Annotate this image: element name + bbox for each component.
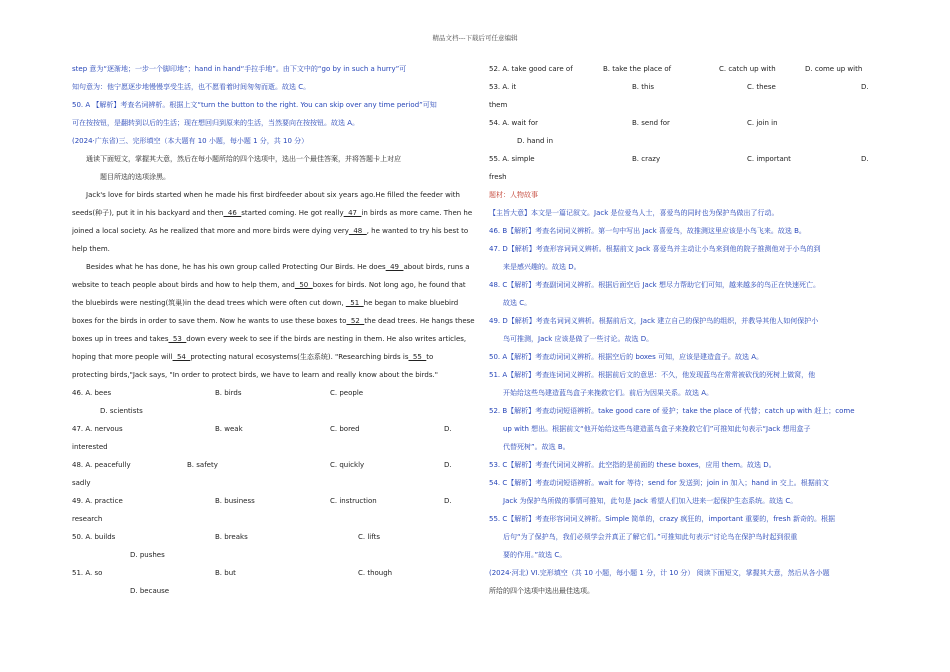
option-choice: D. pushes	[130, 551, 165, 559]
passage-text: boxes for the birds in order to save them. Now he wants to use these boxes to	[72, 317, 347, 325]
analysis-line: 53. C【解析】考查代词词义辨析。此空指的是前面的 these boxes，应用 them。故选 D。	[489, 461, 776, 469]
analysis-line: 【主旨大意】本文是一篇记叙文。Jack 是位爱鸟人士，喜爱鸟的同时也为保护鸟做出了行动。	[489, 209, 779, 217]
blank: 46	[223, 209, 242, 217]
option-row	[72, 528, 462, 546]
option-row	[72, 564, 462, 582]
option-row	[72, 456, 462, 474]
passage-line	[72, 294, 462, 312]
passage-text: seeds(种子), put it in his backyard and then	[72, 209, 224, 217]
blank: 53	[168, 335, 187, 343]
blank: 50	[294, 281, 313, 289]
passage-line	[72, 240, 462, 258]
option-row	[72, 492, 462, 510]
option-choice: B. birds	[215, 389, 242, 397]
option-choice: D.	[444, 497, 452, 505]
left-options	[72, 384, 462, 600]
blank: 52	[346, 317, 365, 325]
option-choice: C. quickly	[330, 461, 365, 469]
option-row	[489, 114, 875, 132]
left-column	[72, 60, 475, 600]
passage-text: Besides what he has done, he has his own group called Protecting Our Birds. He does	[86, 263, 386, 271]
option-choice: 52. A. take good care of	[489, 65, 573, 73]
option-choice: 51. A. so	[72, 569, 103, 577]
option-choice: D. scientists	[100, 407, 143, 415]
option-choice: D. because	[130, 587, 170, 595]
passage-line	[72, 186, 462, 204]
passage-text: protecting birds,"Jack says, "In order to protect birds, we have to learn and really know about the birds."	[72, 371, 438, 379]
passage-line	[72, 258, 470, 276]
analysis-line: up with 想出。根据前文“他开始给这些鸟建造蓝鸟盒子来挽救它们”可推知此句表示“Jack 想用盒子	[503, 425, 811, 433]
passage-text: joined a local society. As he realized that more and more birds were dying very	[72, 227, 349, 235]
analysis-line: 要的作用。”故选 C。	[503, 551, 567, 559]
passage-text: down every week to see if the birds are nesting in them. He also writes articles,	[186, 335, 467, 343]
analysis-line: 代替死树”。故选 B。	[503, 443, 570, 451]
explanation-line: 50. A 【解析】考查名词辨析。根据上文“turn the button to the right. You can skip over any time period”可知	[72, 101, 437, 109]
option-choice: C. lifts	[358, 533, 380, 541]
passage-text: the bluebirds were nesting(筑巢)in the dead trees which were often cut down,	[72, 299, 346, 307]
blank: 49	[385, 263, 404, 271]
option-choice: D. come up with	[805, 65, 863, 73]
passage-text: , he wanted to try his best to	[366, 227, 469, 235]
option-choice: D.	[444, 461, 452, 469]
page-header: 精品文档---下载后可任意编辑	[432, 34, 518, 42]
passage-text: to	[426, 353, 434, 361]
passage-line	[72, 330, 467, 348]
option-choice: C. though	[358, 569, 393, 577]
option-choice: B. weak	[215, 425, 243, 433]
section-title: (2024·广东省)三、完形填空（本大题有 10 小题，每小题 1 分，共 10 分）	[72, 137, 309, 145]
analysis-line: 故选 C。	[503, 299, 532, 307]
analysis	[489, 204, 875, 564]
option-choice: C. bored	[330, 425, 360, 433]
option-choice: B. business	[215, 497, 255, 505]
passage	[72, 186, 475, 384]
topic-label: 题材：人物故事	[489, 191, 538, 199]
option-row	[72, 420, 462, 438]
option-choice: fresh	[489, 173, 507, 181]
passage-line	[72, 348, 462, 366]
option-choice: D. hand in	[517, 137, 554, 145]
option-row	[489, 60, 875, 78]
passage-line	[72, 312, 475, 330]
option-choice: C. join in	[747, 119, 778, 127]
closing-line: (2024·河北) VI.完形填空（共 10 小题，每小题 1 分，计 10 分） 阅读下面短文，掌握其大意，然后从各小题	[489, 569, 830, 577]
blank: 48	[348, 227, 367, 235]
option-choice: B. send for	[632, 119, 670, 127]
analysis-line: 开始给这些鸟建造蓝鸟盒子来挽救它们。前后为因果关系。故选 A。	[503, 389, 714, 397]
option-choice: C. people	[330, 389, 364, 397]
analysis-line: 55. C【解析】考查形容词词义辨析。Simple 简单的，crazy 疯狂的，important 重要的，fresh 新奇的。根据	[489, 515, 836, 523]
passage-line	[72, 222, 469, 240]
blank: 51	[345, 299, 364, 307]
option-choice: them	[489, 101, 508, 109]
analysis-line: 来是感兴趣的。故选 D。	[503, 263, 581, 271]
option-choice: 53. A. it	[489, 83, 517, 91]
option-choice: 55. A. simple	[489, 155, 535, 163]
option-choice: B. breaks	[215, 533, 248, 541]
option-row	[489, 78, 875, 96]
analysis-line: 46. B【解析】考查名词词义辨析。第一句中写出 Jack 喜爱鸟，故推测这里应该是小鸟飞来。故选 B。	[489, 227, 806, 235]
option-choice: 54. A. wait for	[489, 119, 539, 127]
blank: 47	[343, 209, 362, 217]
option-choice: C. catch up with	[719, 65, 776, 73]
passage-text: help them.	[72, 245, 110, 253]
option-choice: interested	[72, 443, 108, 451]
right-options	[489, 60, 875, 186]
option-choice: B. crazy	[632, 155, 661, 163]
option-choice: D.	[861, 83, 869, 91]
analysis-line: 48. C【解析】考查副词词义辨析。根据后面空后 Jack 想尽力帮助它们可知，越来越多的鸟正在快速死亡。	[489, 281, 820, 289]
analysis-line: 47. D【解析】考查形容词词义辨析。根据前文 Jack 喜爱鸟并主动让小鸟来到他的院子推测他对于小鸟的到	[489, 245, 821, 253]
passage-text: protecting natural ecosystems(生态系统). "Researching birds is	[190, 353, 409, 361]
blank: 55	[408, 353, 427, 361]
option-row	[489, 150, 875, 168]
analysis-line: 50. A【解析】考查动词词义辨析。根据空后的 boxes 可知，应该是建造盒子。故选 A。	[489, 353, 764, 361]
passage-line	[72, 204, 473, 222]
passage-line	[72, 276, 466, 294]
right-column	[489, 60, 875, 600]
option-choice: research	[72, 515, 103, 523]
explanation-line: 可在按按钮，是翻转到以后的生活；现在想回归到原来的生活，当然要向在按按钮。故选 A。	[72, 119, 360, 127]
passage-text: in birds as more came. Then he	[361, 209, 473, 217]
option-row	[72, 384, 462, 402]
passage-text: Jack's love for birds started when he made his first birdfeeder about six years ago.He filled the feeder with	[86, 191, 460, 199]
passage-text: started coming. He got really	[241, 209, 344, 217]
explanation-line: 知句意为：他宁愿逐步地慢慢享受生活，也不愿看着时间匆匆而逝。故选 C。	[72, 83, 311, 91]
option-choice: B. this	[632, 83, 655, 91]
analysis-line: 52. B【解析】考查动词短语辨析。take good care of 爱护；take the place of 代替；catch up with 赶上；come	[489, 407, 855, 415]
analysis-line: 后句“为了保护鸟，我们必须学会并真正了解它们。”可推知此句表示“讨论鸟在保护鸟时起到很重	[503, 533, 798, 541]
option-choice: D.	[861, 155, 869, 163]
option-choice: C. instruction	[330, 497, 377, 505]
passage-text: the dead trees. He hangs these	[364, 317, 475, 325]
option-choice: 46. A. bees	[72, 389, 112, 397]
passage-text: boxes for birds. Not long ago, he found that	[312, 281, 466, 289]
option-choice: 48. A. peacefully	[72, 461, 131, 469]
option-choice: 47. A. nervous	[72, 425, 123, 433]
option-choice: 50. A. builds	[72, 533, 116, 541]
blank: 54	[172, 353, 191, 361]
passage-text: website to teach people about birds and how to help them, and	[72, 281, 295, 289]
option-choice: B. take the place of	[603, 65, 672, 73]
analysis-line: 51. A【解析】考查连词词义辨析。根据前后文的意思：不久，他发现蓝鸟在常常被砍伐的死树上做窝，他	[489, 371, 816, 379]
analysis-line: 鸟可推测，Jack 应该是做了一些讨论。故选 D。	[503, 335, 654, 343]
option-choice: C. these	[747, 83, 776, 91]
option-choice: D.	[444, 425, 452, 433]
analysis-line: Jack 为保护鸟所做的事情可推知，此句是 Jack 希望人们加入进来一起保护生态系统。故选 C。	[503, 497, 798, 505]
option-choice: sadly	[72, 479, 91, 487]
analysis-line: 54. C【解析】考查动词短语辨析。wait for 等待；send for 发送到；join in 加入；hand in 交上。根据前文	[489, 479, 829, 487]
passage-text: hoping that more people will	[72, 353, 173, 361]
passage-text: he began to make bluebird	[363, 299, 459, 307]
passage-line	[72, 366, 462, 384]
closing-line: 所给的四个选项中选出最佳选项。	[489, 587, 594, 595]
passage-text: boxes up in trees and takes	[72, 335, 169, 343]
option-choice: B. safety	[187, 461, 218, 469]
option-choice: B. but	[215, 569, 236, 577]
option-choice: 49. A. practice	[72, 497, 123, 505]
option-choice: C. important	[747, 155, 791, 163]
passage-text: about birds, runs a	[403, 263, 470, 271]
explanation-line: step 意为“逐渐地；一步一个脚印地”；hand in hand“手拉手地”。由下文中的“go by in such a hurry”可	[72, 65, 407, 73]
instruction-line: 通读下面短文，掌握其大意，然后在每小题所给的四个选项中，选出一个最佳答案，并将答题卡上对应	[86, 155, 401, 163]
instruction-line: 题目所选的选项涂黑。	[100, 173, 170, 181]
analysis-line: 49. D【解析】考查名词词义辨析。根据前后文，Jack 建立自己的保护鸟的组织，并教导其他人如何保护小	[489, 317, 819, 325]
